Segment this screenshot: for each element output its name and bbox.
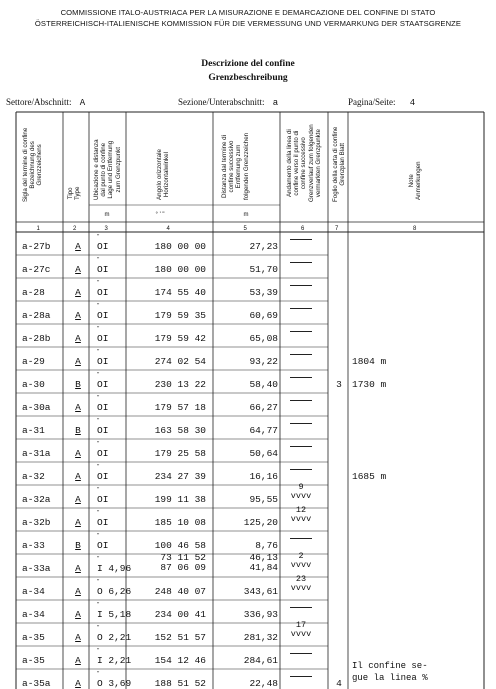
distance-to-next: 50,64	[249, 448, 278, 459]
mark-type: A	[75, 402, 81, 413]
horizontal-angle: 73 11 52 87 06 09	[160, 552, 206, 573]
sector-value: A	[79, 98, 86, 108]
distance-to-next: 95,55	[249, 494, 278, 505]
column-unit-4: ° ' "	[155, 212, 165, 218]
course-dash	[290, 262, 312, 263]
ditto-mark: "	[97, 280, 100, 286]
distance-to-next: 93,22	[249, 356, 278, 367]
column-header-4: Angolo orizzontale Horizontalwinkel	[156, 149, 171, 200]
boundary-mark-id: a-33a	[22, 563, 51, 574]
course-dash	[290, 653, 312, 654]
ditto-mark: "	[97, 648, 100, 654]
boundary-mark-id: a-35a	[22, 678, 51, 689]
horizontal-angle: 179 59 42	[154, 333, 206, 344]
boundary-mark-id: a-30a	[22, 402, 51, 413]
distance-to-next: 8,76	[255, 540, 278, 551]
sector-label: Settore/Abschnitt:	[6, 97, 72, 107]
column-unit-5: m	[243, 212, 249, 218]
ditto-mark: "	[97, 349, 100, 355]
horizontal-angle: 185 10 08	[154, 517, 206, 528]
mark-type: A	[75, 471, 81, 482]
horizontal-angle: 248 40 07	[154, 586, 206, 597]
ditto-mark: "	[97, 487, 100, 493]
distance-to-next: 58,40	[249, 379, 278, 390]
distance-to-next: 281,32	[243, 632, 278, 643]
horizontal-angle: 180 00 00	[154, 241, 206, 252]
ditto-mark: "	[97, 556, 100, 562]
boundary-mark-id: a-29	[22, 356, 45, 367]
boundary-course: 9 vvvv	[290, 482, 312, 501]
ditto-mark: "	[97, 579, 100, 585]
boundary-course	[283, 534, 319, 544]
subsection-value: a	[272, 98, 279, 108]
column-header-1: Sigla del termine di confine Bezeichnung des Grenzzeichens	[22, 127, 44, 202]
column-number-8: 8	[413, 226, 417, 232]
position-distance: OI	[97, 379, 109, 390]
sheet-number: 3	[336, 379, 342, 390]
column-number-7: 7	[335, 226, 339, 232]
mark-type: A	[75, 310, 81, 321]
distance-to-next: 27,23	[249, 241, 278, 252]
column-header-7: Foglio della carta di confine Grenzplan Blatt	[332, 126, 347, 202]
horizontal-angle: 154 12 46	[154, 655, 206, 666]
ditto-mark: "	[97, 464, 100, 470]
ditto-mark: "	[97, 257, 100, 263]
horizontal-angle: 174 55 40	[154, 287, 206, 298]
position-distance: I 4,96	[97, 563, 132, 574]
commission-title-german: ÖSTERREICHISCH-ITALIENISCHE KOMMISSION FÜR DIE VERMESSUNG UND VERMARKUNG DER STAATSGRENZE	[34, 19, 462, 28]
distance-to-next: 46,13 41,84	[249, 552, 278, 573]
mark-type: A	[75, 287, 81, 298]
column-header-6: Andamento della linea di confine verso il punto di confine successivo Grenzverlauf zum folgenden vermarkten Grenzpunkte	[286, 124, 322, 202]
course-dash	[290, 469, 312, 470]
boundary-course	[283, 373, 319, 383]
boundary-mark-id: a-28	[22, 287, 45, 298]
distance-to-next: 343,61	[243, 586, 278, 597]
horizontal-angle: 179 57 18	[154, 402, 206, 413]
boundary-mark-id: a-34	[22, 586, 45, 597]
mark-type: B	[75, 540, 81, 551]
ditto-mark: "	[97, 418, 100, 424]
column-header-2: Tipo Type	[67, 186, 82, 200]
position-distance: O 6,26	[97, 586, 132, 597]
boundary-mark-id: a-35	[22, 655, 45, 666]
column-unit-3: m	[104, 212, 110, 218]
subsection-label: Sezione/Unterabschnitt:	[178, 97, 265, 107]
mark-type: A	[75, 264, 81, 275]
remark: 1730 m	[352, 379, 387, 390]
column-number-3: 3	[104, 226, 108, 232]
distance-to-next: 336,93	[243, 609, 278, 620]
position-distance: OI	[97, 333, 109, 344]
horizontal-angle: 179 59 35	[154, 310, 206, 321]
mark-type: A	[75, 609, 81, 620]
ditto-mark: "	[97, 510, 100, 516]
remark: 1685 m	[352, 471, 387, 482]
footer-note: Il confine se- gue la linea %	[352, 661, 428, 683]
horizontal-angle: 100 46 58	[154, 540, 206, 551]
column-number-6: 6	[301, 226, 305, 232]
boundary-course	[283, 258, 319, 268]
boundary-course	[283, 350, 319, 360]
position-distance: I 2,21	[97, 655, 132, 666]
boundary-mark-id: a-32a	[22, 494, 51, 505]
position-distance: OI	[97, 425, 109, 436]
boundary-mark-id: a-31	[22, 425, 45, 436]
boundary-course: 17 vvvv	[290, 620, 312, 639]
distance-to-next: 53,39	[249, 287, 278, 298]
boundary-course: 2 vvvv	[290, 551, 312, 570]
horizontal-angle: 234 00 41	[154, 609, 206, 620]
sheet-number: 4	[336, 678, 342, 689]
position-distance: OI	[97, 494, 109, 505]
page-label: Pagina/Seite:	[348, 97, 396, 107]
mark-type: A	[75, 448, 81, 459]
position-distance: OI	[97, 287, 109, 298]
distance-to-next: 65,08	[249, 333, 278, 344]
distance-to-next: 125,20	[243, 517, 278, 528]
position-distance: OI	[97, 540, 109, 551]
distance-to-next: 22,48	[249, 678, 278, 689]
position-distance: OI	[97, 471, 109, 482]
boundary-course	[283, 649, 319, 659]
course-dash	[290, 423, 312, 424]
ditto-mark: "	[97, 395, 100, 401]
mark-type: A	[75, 563, 81, 574]
column-number-1: 1	[36, 226, 40, 232]
mark-type: A	[75, 678, 81, 689]
horizontal-angle: 188 51 52	[154, 678, 206, 689]
boundary-mark-id: a-34	[22, 609, 45, 620]
course-dash	[290, 285, 312, 286]
boundary-mark-id: a-30	[22, 379, 45, 390]
mark-type: A	[75, 632, 81, 643]
course-dash	[290, 607, 312, 608]
position-distance: OI	[97, 264, 109, 275]
boundary-mark-id: a-35	[22, 632, 45, 643]
column-header-5: Distanza dal termine di confine successivo Entfernung zum folgenden Grenzzeichen	[221, 132, 250, 200]
mark-type: A	[75, 517, 81, 528]
position-distance: OI	[97, 402, 109, 413]
ditto-mark: "	[97, 602, 100, 608]
boundary-mark-id: a-32b	[22, 517, 51, 528]
ditto-mark: "	[97, 303, 100, 309]
boundary-course	[283, 327, 319, 337]
horizontal-angle: 234 27 39	[154, 471, 206, 482]
column-number-2: 2	[73, 226, 77, 232]
distance-to-next: 16,16	[249, 471, 278, 482]
position-distance: O 2,21	[97, 632, 132, 643]
boundary-mark-id: a-27c	[22, 264, 51, 275]
position-distance: OI	[97, 241, 109, 252]
position-distance: OI	[97, 448, 109, 459]
mark-type: A	[75, 586, 81, 597]
ditto-mark: "	[97, 533, 100, 539]
ditto-mark: "	[97, 671, 100, 677]
mark-type: A	[75, 241, 81, 252]
distance-to-next: 60,69	[249, 310, 278, 321]
distance-to-next: 66,27	[249, 402, 278, 413]
course-dash	[290, 331, 312, 332]
boundary-course	[283, 304, 319, 314]
mark-type: B	[75, 425, 81, 436]
document-title-german: Grenzbeschreibung	[208, 73, 288, 83]
boundary-course	[283, 672, 319, 682]
boundary-course	[283, 465, 319, 475]
course-dash	[290, 354, 312, 355]
boundary-mark-id: a-28b	[22, 333, 51, 344]
horizontal-angle: 179 25 58	[154, 448, 206, 459]
boundary-mark-id: a-33	[22, 540, 45, 551]
boundary-mark-id: a-28a	[22, 310, 51, 321]
boundary-mark-id: a-27b	[22, 241, 51, 252]
position-distance: I 5,18	[97, 609, 132, 620]
ditto-mark: "	[97, 372, 100, 378]
boundary-mark-id: a-31a	[22, 448, 51, 459]
horizontal-angle: 163 58 30	[154, 425, 206, 436]
mark-type: A	[75, 655, 81, 666]
mark-type: A	[75, 494, 81, 505]
position-distance: O 3,69	[97, 678, 132, 689]
course-dash	[290, 676, 312, 677]
horizontal-angle: 199 11 38	[154, 494, 206, 505]
boundary-mark-id: a-32	[22, 471, 45, 482]
position-distance: OI	[97, 517, 109, 528]
ditto-mark: "	[97, 441, 100, 447]
course-dash	[290, 446, 312, 447]
column-number-4: 4	[166, 226, 170, 232]
ditto-mark: "	[97, 625, 100, 631]
course-dash	[290, 538, 312, 539]
commission-title-italian: COMMISSIONE ITALO-AUSTRIACA PER LA MISURAZIONE E DEMARCAZIONE DEL CONFINE DI STATO	[60, 8, 436, 17]
boundary-course: 12 vvvv	[290, 505, 312, 524]
distance-to-next: 64,77	[249, 425, 278, 436]
boundary-course	[283, 603, 319, 613]
horizontal-angle: 274 02 54	[154, 356, 206, 367]
document-title-italian: Descrizione del confine	[201, 59, 295, 69]
boundary-course	[283, 419, 319, 429]
mark-type: B	[75, 379, 81, 390]
course-dash	[290, 400, 312, 401]
page-value: 4	[409, 98, 416, 108]
boundary-course: 23 vvvv	[290, 574, 312, 593]
mark-type: A	[75, 333, 81, 344]
course-dash	[290, 308, 312, 309]
horizontal-angle: 180 00 00	[154, 264, 206, 275]
position-distance: OI	[97, 310, 109, 321]
distance-to-next: 51,70	[249, 264, 278, 275]
horizontal-angle: 152 51 57	[154, 632, 206, 643]
mark-type: A	[75, 356, 81, 367]
course-dash	[290, 239, 312, 240]
boundary-course	[283, 235, 319, 245]
position-distance: OI	[97, 356, 109, 367]
boundary-course	[283, 442, 319, 452]
boundary-course	[283, 281, 319, 291]
ditto-mark: "	[97, 234, 100, 240]
horizontal-angle: 230 13 22	[154, 379, 206, 390]
boundary-course	[283, 396, 319, 406]
column-header-3: Ubicazione e distanza dal punto di confine Lage und Entfernung zum Grenzpunkt	[93, 139, 122, 200]
column-header-8: Note Anmerkungen	[408, 161, 423, 200]
distance-to-next: 284,61	[243, 655, 278, 666]
column-number-5: 5	[243, 226, 247, 232]
ditto-mark: "	[97, 326, 100, 332]
remark: 1804 m	[352, 356, 387, 367]
course-dash	[290, 377, 312, 378]
